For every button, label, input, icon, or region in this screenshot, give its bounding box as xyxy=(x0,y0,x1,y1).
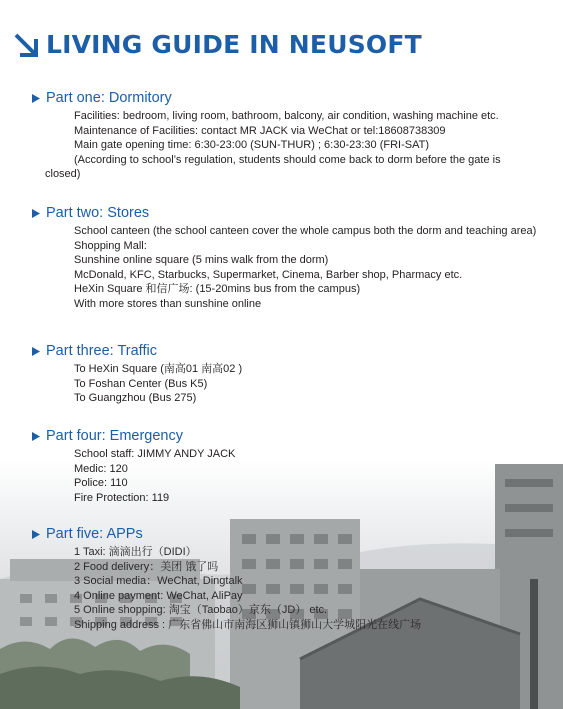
text-line: Shipping address : 广东省佛山市南海区狮山镇狮山大学城阳光在线广场 xyxy=(74,618,422,631)
section-emergency xyxy=(32,428,537,505)
section-apps xyxy=(32,526,537,633)
triangle-bullet-icon xyxy=(32,94,40,103)
section-heading: Part four: Emergency xyxy=(32,428,537,444)
text-line: Police: 110 xyxy=(74,477,128,490)
section-dormitory xyxy=(32,90,537,182)
text-line: Medic: 120 xyxy=(74,462,128,475)
text-line: 3 Social media：WeChat, Dingtalk xyxy=(74,575,243,588)
page-title: LIVING GUIDE IN NEUSOFT xyxy=(46,30,422,59)
text-line: 5 Online shopping: 淘宝（Taobao）京东（JD） etc. xyxy=(74,604,328,617)
text-line: Sunshine online square (5 mins walk from the dorm) xyxy=(74,254,329,267)
text-line: 1 Taxi: 滴滴出行（DIDI） xyxy=(74,546,197,558)
section-stores xyxy=(32,205,537,312)
triangle-bullet-icon xyxy=(32,432,40,441)
text-line: To Guangzhou (Bus 275) xyxy=(74,392,197,405)
text-line: School staff: JIMMY ANDY JACK xyxy=(74,448,236,460)
text-line: To HeXin Square (南高01 南高02 ) xyxy=(74,363,243,375)
text-line: Maintenance of Facilities: contact MR JACK via WeChat or tel:18608738309 xyxy=(74,124,446,137)
text-line: With more stores than sunshine online xyxy=(74,297,262,310)
arrow-down-right-icon xyxy=(12,31,40,59)
text-line: To Foshan Center (Bus K5) xyxy=(74,377,208,390)
text-line: 2 Food delivery：美团 饿了吗 xyxy=(74,560,219,573)
text-line: Fire Protection: 119 xyxy=(74,491,170,504)
text-line: Shopping Mall: xyxy=(74,239,147,252)
page-header xyxy=(12,30,422,59)
section-heading: Part one: Dormitory xyxy=(32,90,537,106)
triangle-bullet-icon xyxy=(32,347,40,356)
text-line: 4 Online payment: WeChat, AliPay xyxy=(74,589,243,602)
triangle-bullet-icon xyxy=(32,530,40,539)
text-line: HeXin Square 和信广场: (15-20mins bus from the campus) xyxy=(74,283,361,296)
text-line: Facilities: bedroom, living room, bathroom, balcony, air condition, washing machine etc. xyxy=(74,110,499,122)
text-line: Main gate opening time: 6:30-23:00 (SUN-THUR) ; 6:30-23:30 (FRI-SAT) xyxy=(74,139,429,152)
text-line: (According to school’s regulation, students should come back to dorm before the gate is closed) xyxy=(45,153,501,181)
section-heading: Part three: Traffic xyxy=(32,343,537,359)
text-line: McDonald, KFC, Starbucks, Supermarket, Cinema, Barber shop, Pharmacy etc. xyxy=(74,268,463,281)
section-heading: Part two: Stores xyxy=(32,205,537,221)
triangle-bullet-icon xyxy=(32,209,40,218)
text-line: School canteen (the school canteen cover the whole campus both the dorm and teaching area) xyxy=(74,225,537,237)
section-heading: Part five: APPs xyxy=(32,526,537,542)
section-traffic xyxy=(32,343,537,406)
